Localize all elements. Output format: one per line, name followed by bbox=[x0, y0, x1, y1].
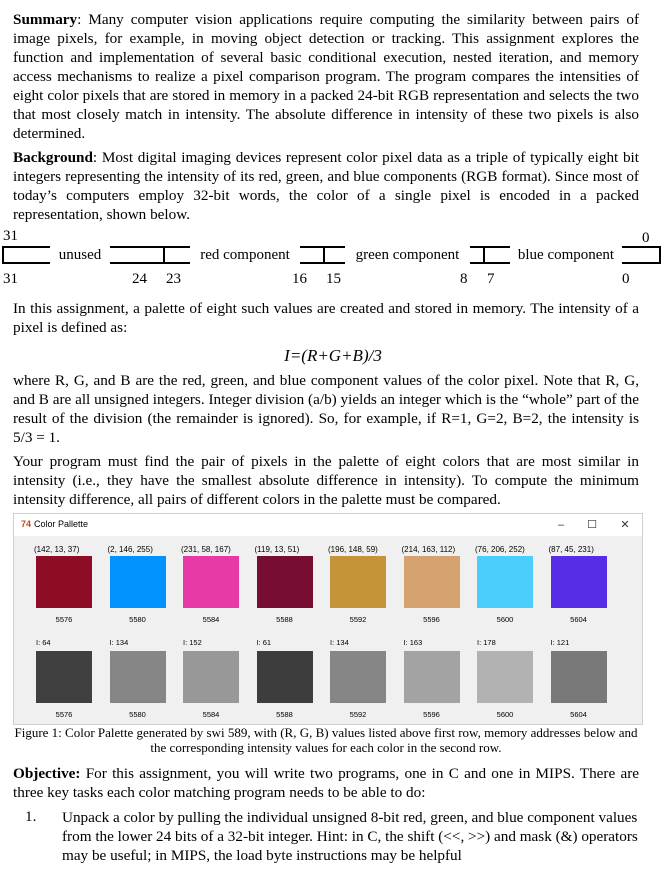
bit-index: 15 bbox=[326, 271, 341, 287]
intensity-swatch bbox=[257, 651, 313, 703]
intensity-label: I: 64 bbox=[36, 638, 51, 647]
maximize-button[interactable]: ☐ bbox=[587, 519, 597, 531]
summary-text: : Many computer vision applications require computing the similarity between pairs of image pixels, for example, in moving object detection or tracking. This assignment explores the function and implementation of several basic conditional execution, nested iteration, and memory access mechanisms to realize a pixel comparison program. The program compares the intensities of eight color pixels that are stored in memory in a packed 24-bit RGB representation and selects the two that most closely match in intensity. The absolute difference in intensity of these two pixels is also determined. bbox=[13, 11, 639, 142]
summary-label: Summary bbox=[13, 11, 78, 28]
window-title: Color Pallette bbox=[34, 519, 89, 529]
background-label: Background bbox=[13, 149, 93, 166]
rgb-label: (119, 13, 51) bbox=[254, 545, 300, 554]
window-titlebar[interactable] bbox=[14, 514, 642, 536]
bit-layout-diagram bbox=[0, 228, 666, 290]
color-swatch bbox=[330, 556, 386, 608]
where-paragraph: where R, G, and B are the red, green, and blue component values of the color pixel. Note that R, G, and B are all unsigned integers. Integer division (a/b) yields an integer which is the “whole” part of the result of the division (the remainder is ignored). So, for example, if R=1, G=2, B=2, the intensity is 5/3 = 1. bbox=[13, 372, 639, 446]
address-label: 5584 bbox=[202, 710, 220, 719]
address-label: 5580 bbox=[129, 710, 146, 719]
color-swatch bbox=[477, 556, 533, 608]
rgb-label: (142, 13, 37) bbox=[34, 545, 80, 554]
intensity-swatch bbox=[551, 651, 607, 703]
address-label: 5604 bbox=[570, 615, 587, 624]
field-divider bbox=[163, 246, 165, 264]
address-label: 5600 bbox=[496, 710, 514, 719]
address-label: 5604 bbox=[570, 710, 587, 719]
field-unused: unused bbox=[50, 245, 110, 265]
palette-intro: In this assignment, a palette of eight such values are created and stored in memory. The intensity of a pixel is defined as: bbox=[13, 300, 639, 336]
bit-index: 31 bbox=[3, 271, 18, 287]
figure-caption: Figure 1: Color Palette generated by swi 589, with (R, G, B) values listed above first row, memory addresses below and the corresponding intensity values for each color in the second row. bbox=[14, 725, 638, 755]
color-swatch bbox=[257, 556, 313, 608]
address-label: 5592 bbox=[349, 710, 367, 719]
color-swatch bbox=[36, 556, 92, 608]
color-swatch bbox=[183, 556, 239, 608]
address-label: 5592 bbox=[349, 615, 367, 624]
rgb-label: (2, 146, 255) bbox=[107, 545, 153, 554]
field-blue: blue component bbox=[510, 245, 622, 265]
bit-index: 8 bbox=[460, 271, 468, 287]
bit-index-top-right: 0 bbox=[642, 230, 650, 246]
summary-paragraph bbox=[13, 10, 639, 143]
color-palette-window bbox=[13, 513, 643, 725]
rgb-label: (214, 163, 112) bbox=[401, 545, 456, 554]
color-swatch bbox=[551, 556, 607, 608]
close-button[interactable]: ✕ bbox=[620, 519, 630, 531]
rgb-label: (76, 206, 252) bbox=[475, 545, 525, 554]
intensity-label: I: 163 bbox=[403, 638, 423, 647]
intensity-label: I: 152 bbox=[183, 638, 202, 647]
intensity-swatch bbox=[404, 651, 460, 703]
rgb-label: (87, 45, 231) bbox=[548, 545, 594, 554]
intensity-swatch bbox=[36, 651, 92, 703]
intensity-label: I: 178 bbox=[477, 638, 496, 647]
bit-index: 7 bbox=[487, 271, 495, 287]
field-red: red component bbox=[190, 245, 300, 265]
field-divider bbox=[483, 246, 485, 264]
address-label: 5584 bbox=[202, 615, 220, 624]
intensity-swatch bbox=[110, 651, 166, 703]
address-label: 5596 bbox=[423, 710, 440, 719]
bit-index: 24 bbox=[132, 271, 147, 287]
list-number: 1. bbox=[25, 808, 37, 825]
bit-index: 0 bbox=[622, 271, 630, 287]
background-paragraph bbox=[13, 148, 639, 224]
intensity-swatch bbox=[183, 651, 239, 703]
intensity-swatch bbox=[330, 651, 386, 703]
address-label: 5576 bbox=[55, 615, 73, 624]
address-label: 5600 bbox=[496, 615, 514, 624]
objective-label: Objective: bbox=[13, 765, 81, 782]
address-label: 5588 bbox=[276, 710, 293, 719]
task-paragraph: Your program must find the pair of pixels in the palette of eight colors that are most similar in intensity (i.e., they have the smallest absolute difference in intensity). To compute the minimum intensity difference, all pairs of different colors in the palette must be compared. bbox=[13, 453, 639, 508]
color-swatch bbox=[110, 556, 166, 608]
rgb-label: (196, 148, 59) bbox=[328, 545, 378, 554]
bit-index: 16 bbox=[292, 271, 307, 287]
intensity-label: I: 134 bbox=[109, 638, 129, 647]
list-item: Unpack a color by pulling the individual unsigned 8-bit red, green, and blue component values from the lower 24 bits of a 32-bit integer. Hint: in C, the shift (<<, >>) and mask (&) operators may be useful; in MIPS, the load byte instructions may be helpful bbox=[62, 809, 638, 864]
app-icon: 74 bbox=[21, 519, 32, 529]
rgb-label: (231, 58, 167) bbox=[181, 545, 231, 554]
address-label: 5580 bbox=[129, 615, 146, 624]
field-green: green component bbox=[345, 245, 470, 265]
intensity-swatch bbox=[477, 651, 533, 703]
field-divider bbox=[323, 246, 325, 264]
bit-index-top-left: 31 bbox=[3, 228, 18, 244]
bit-index: 23 bbox=[166, 271, 181, 287]
objective-text: For this assignment, you will write two programs, one in C and one in MIPS. There are three key tasks each color matching program needs to be able to do: bbox=[13, 765, 639, 801]
address-label: 5588 bbox=[276, 615, 293, 624]
background-text: : Most digital imaging devices represent color pixel data as a triple of typically eight bit integers representing the intensity of its red, green, and blue components (RGB format). Since most of today’s computers employ 32-bit words, the color of a single pixel is encoded in a packed representation, shown below. bbox=[13, 149, 639, 223]
intensity-equation: I=(R+G+B)/3 bbox=[284, 346, 382, 365]
objective-paragraph bbox=[13, 764, 639, 802]
intensity-label: I: 61 bbox=[256, 638, 272, 647]
minimize-button[interactable]: – bbox=[557, 519, 565, 531]
address-label: 5596 bbox=[423, 615, 440, 624]
address-label: 5576 bbox=[55, 710, 73, 719]
intensity-label: I: 134 bbox=[330, 638, 349, 647]
color-swatch bbox=[404, 556, 460, 608]
intensity-label: I: 121 bbox=[550, 638, 570, 647]
